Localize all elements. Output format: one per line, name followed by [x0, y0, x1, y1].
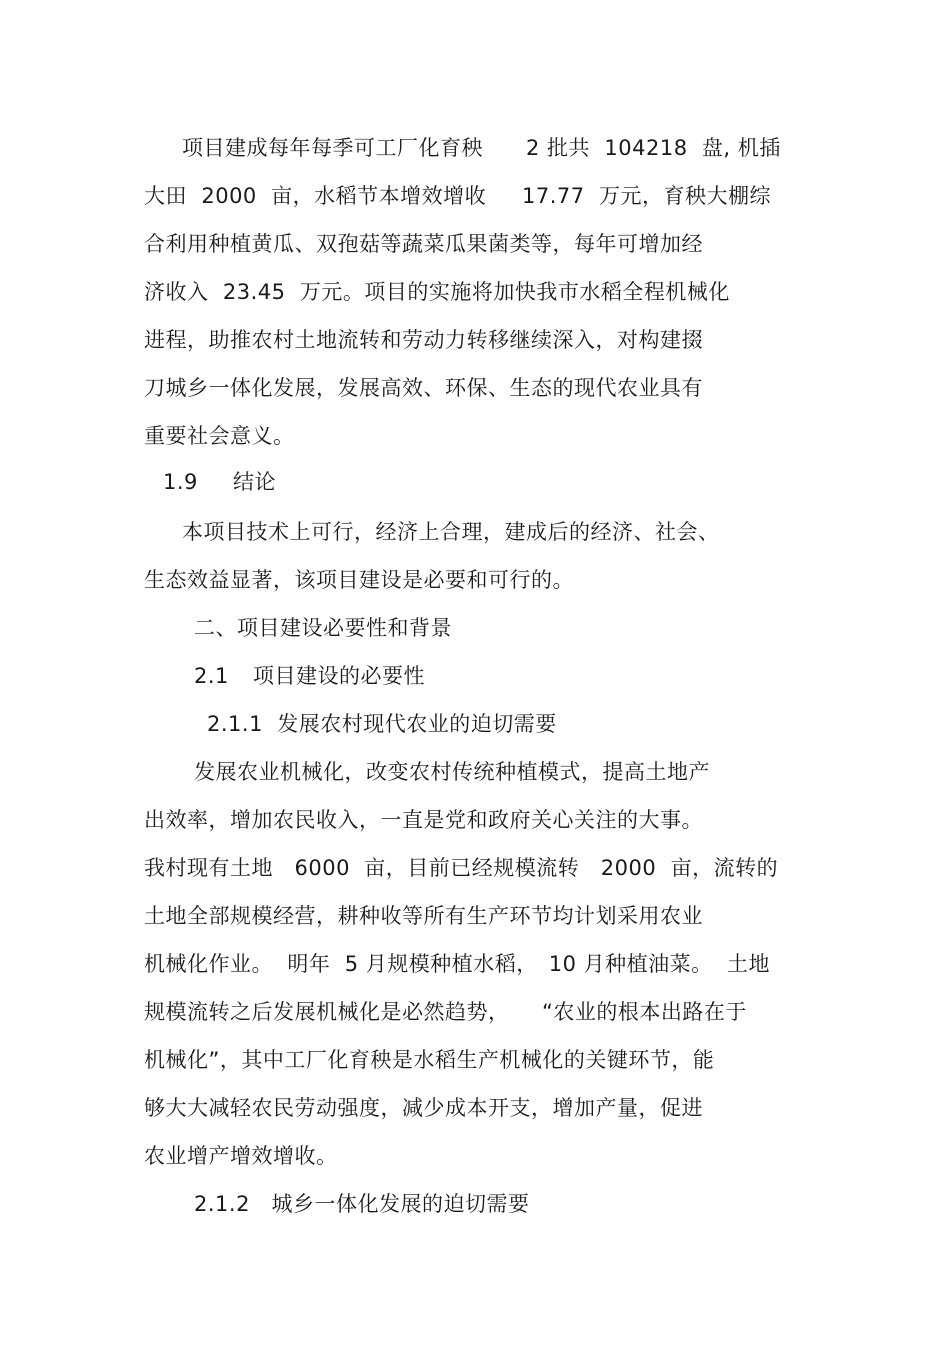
p3-line-1: 发展农业机械化，改变农村传统种植模式，提高土地产: [194, 760, 710, 784]
p3-line-9: 农业增产增效增收。: [144, 1144, 338, 1168]
section-2-1-number: 2.1: [194, 664, 229, 688]
section-1-9-title: 结论: [233, 470, 276, 494]
p1-line-4: 济收入 23.45 万元。项目的实施将加快我市水稻全程机械化: [144, 280, 730, 304]
p1-line-7: 重要社会意义。: [144, 424, 295, 448]
p1-line-1: 项目建成每年每季可工厂化育秧 2 批共 104218 盘, 机插: [182, 136, 781, 160]
section-2-1-title: 项目建设的必要性: [253, 664, 425, 688]
p1-line-3: 合利用种植黄瓜、双孢菇等蔬菜瓜果菌类等，每年可增加经: [144, 232, 703, 256]
p2-line-2: 生态效益显著，该项目建设是必要和可行的。: [144, 568, 574, 592]
section-2-1-1-heading: 2.1.1 发展农村现代农业的迫切需要: [207, 712, 557, 736]
p3-line-7: 机械化”，其中工厂化育秧是水稻生产机械化的关键环节，能: [144, 1048, 715, 1072]
section-1-9-number: 1.9: [163, 470, 198, 494]
chapter-2-heading: 二、项目建设必要性和背景: [194, 616, 452, 640]
section-2-1-2-heading: 2.1.2 城乡一体化发展的迫切需要: [194, 1192, 530, 1216]
p3-line-2: 出效率，增加农民收入，一直是党和政府关心关注的大事。: [144, 808, 703, 832]
p2-line-1: 本项目技术上可行，经济上合理，建成后的经济、社会、: [182, 520, 720, 544]
p3-line-5: 机械化作业。 明年 5 月规模种植水稻， 10 月种植油菜。 土地: [144, 952, 770, 976]
p3-line-3: 我村现有土地 6000 亩，目前已经规模流转 2000 亩，流转的: [144, 856, 779, 880]
p3-line-6: 规模流转之后发展机械化是必然趋势， “农业的根本出路在于: [144, 1000, 747, 1024]
p3-line-8: 够大大减轻农民劳动强度，减少成本开支，增加产量，促进: [144, 1096, 703, 1120]
p3-line-4: 土地全部规模经营，耕种收等所有生产环节均计划采用农业: [144, 904, 703, 928]
p1-line-5: 进程，助推农村土地流转和劳动力转移继续深入，对构建掇: [144, 328, 703, 352]
p1-line-2: 大田 2000 亩，水稻节本增效增收 17.77 万元，育秧大棚综: [144, 184, 771, 208]
p1-line-6: 刀城乡一体化发展，发展高效、环保、生态的现代农业具有: [144, 376, 703, 400]
